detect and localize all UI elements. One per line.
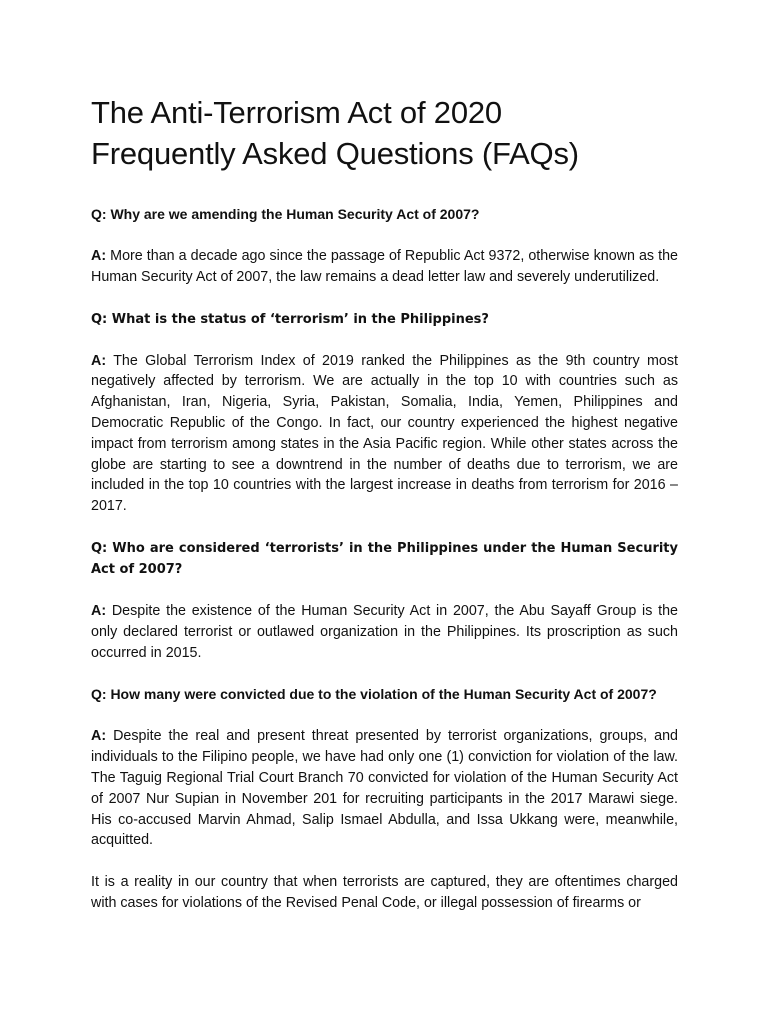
faq-question: Q: Who are considered ‘terrorists’ in the Philippines under the Human Security Act of 2007? xyxy=(91,540,678,577)
faq-question: Q: Why are we amending the Human Security Act of 2007? xyxy=(91,206,480,222)
faq-answer xyxy=(91,246,678,288)
answer-text: The Global Terrorism Index of 2019 ranked the Philippines as the 9th country most negatively affected by terrorism. We are actually in the top 10 with countries such as Afghanistan, Iran, Nigeria, Syria, Pakistan, Somalia, India, Yemen, Philippines and Democratic Republic of the Congo. In fact, our country experienced the highest negative impact from terrorism among states in the Asia Pacific region. While other states across the globe are starting to see a downtrend in the number of deaths due to terrorism, we are included in the top 10 countries with the largest increase in deaths from terrorism for 2016 – 2017. xyxy=(91,352,679,515)
document-page xyxy=(91,92,678,914)
document-title xyxy=(91,92,678,174)
faq-answer xyxy=(91,601,678,663)
faq-item-2 xyxy=(91,309,678,517)
faq-item-1 xyxy=(91,204,678,288)
answer-label: A: xyxy=(91,602,107,619)
faq-question: Q: What is the status of ‘terrorism’ in the Philippines? xyxy=(91,311,489,327)
answer-text: Despite the existence of the Human Security Act in 2007, the Abu Sayaff Group is the only declared terrorist or outlawed organization in the Philippines. Its proscription as such occurred in 2015. xyxy=(91,602,678,661)
answer-label: A: xyxy=(91,728,107,745)
closing-paragraph: It is a reality in our country that when terrorists are captured, they are oftentimes charged with cases for violations of the Revised Penal Code, or illegal possession of firearms or xyxy=(91,874,678,911)
answer-text: Despite the real and present threat presented by terrorist organizations, groups, and individuals to the Filipino people, we have had only one (1) conviction for violation of the law. The Taguig Regional Trial Court Branch 70 convicted for violation of the Human Security Act of 2007 Nur Supian in November 201 for recruiting participants in the 2017 Marawi siege. His co-accused Marvin Ahmad, Salip Ismael Abdulla, and Issa Ukkang were, meanwhile, acquitted. xyxy=(91,728,678,849)
answer-label: A: xyxy=(91,248,107,264)
faq-answer xyxy=(91,351,678,517)
faq-item-4 xyxy=(91,684,678,851)
answer-text: More than a decade ago since the passage of Republic Act 9372, otherwise known as the Human Security Act of 2007, the law remains a dead letter law and severely underutilized. xyxy=(91,248,678,285)
faq-answer xyxy=(91,726,678,851)
faq-question: Q: How many were convicted due to the violation of the Human Security Act of 2007? xyxy=(91,686,657,703)
title-line-1: The Anti-Terrorism Act of 2020 xyxy=(91,95,502,130)
title-line-2: Frequently Asked Questions (FAQs) xyxy=(91,136,579,171)
faq-item-3 xyxy=(91,538,678,663)
answer-label: A: xyxy=(91,352,107,369)
